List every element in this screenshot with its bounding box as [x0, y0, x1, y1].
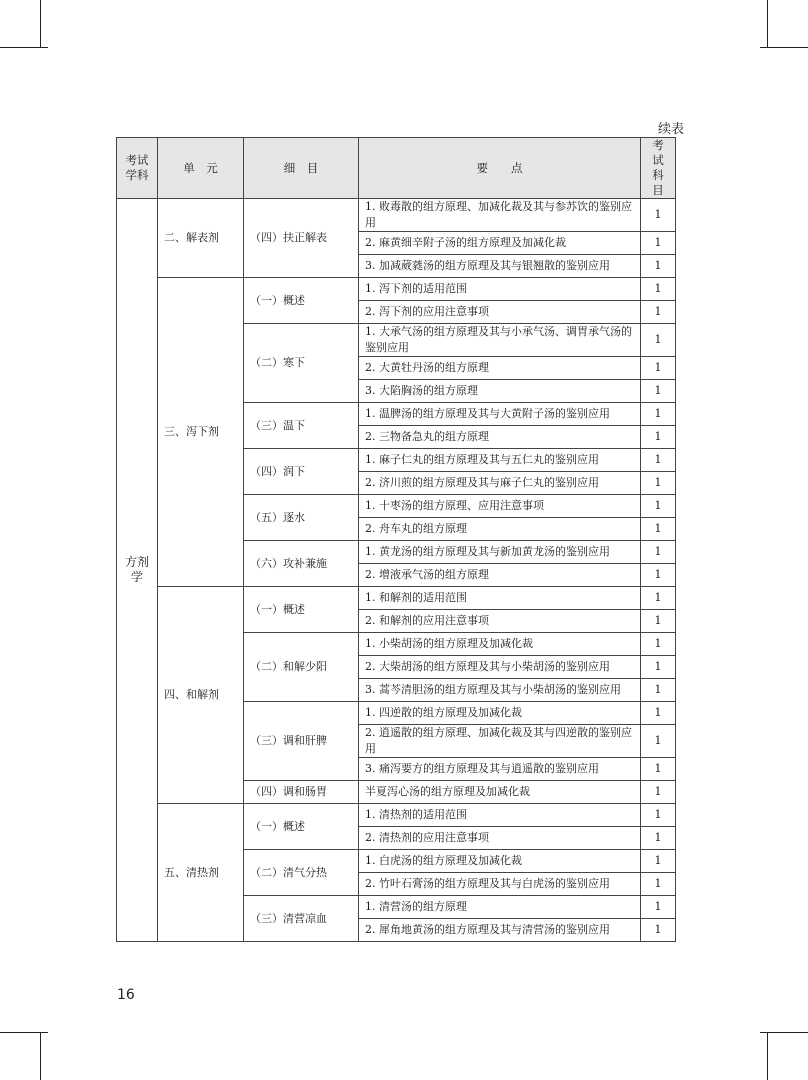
crop-mark: [767, 0, 768, 48]
level-cell: 1: [641, 702, 676, 725]
header-subject: 考试学科: [117, 138, 158, 199]
level-cell: 1: [641, 199, 676, 232]
point-cell: 1. 泻下剂的适用范围: [359, 278, 641, 301]
crop-mark: [767, 1032, 768, 1080]
level-cell: 1: [641, 541, 676, 564]
level-cell: 1: [641, 656, 676, 679]
level-cell: 1: [641, 232, 676, 255]
level-cell: 1: [641, 518, 676, 541]
level-cell: 1: [641, 278, 676, 301]
level-cell: 1: [641, 324, 676, 357]
point-cell: 1. 麻子仁丸的组方原理及其与五仁丸的鉴别应用: [359, 449, 641, 472]
level-cell: 1: [641, 827, 676, 850]
detail-cell: （二）和解少阳: [244, 633, 359, 702]
detail-cell: （四）扶正解表: [244, 199, 359, 278]
level-cell: 1: [641, 587, 676, 610]
point-cell: 2. 三物备急丸的组方原理: [359, 426, 641, 449]
level-cell: 1: [641, 781, 676, 804]
point-cell: 2. 舟车丸的组方原理: [359, 518, 641, 541]
header-detail: 细 目: [244, 138, 359, 199]
point-cell: 3. 痛泻要方的组方原理及其与逍遥散的鉴别应用: [359, 758, 641, 781]
point-cell: 3. 大陷胸汤的组方原理: [359, 380, 641, 403]
level-cell: 1: [641, 919, 676, 942]
level-cell: 1: [641, 449, 676, 472]
level-cell: 1: [641, 725, 676, 758]
point-cell: 1. 清营汤的组方原理: [359, 896, 641, 919]
detail-cell: （三）调和肝脾: [244, 702, 359, 781]
point-cell: 1. 黄龙汤的组方原理及其与新加黄龙汤的鉴别应用: [359, 541, 641, 564]
level-cell: 1: [641, 633, 676, 656]
point-cell: 3. 加减葳蕤汤的组方原理及其与银翘散的鉴别应用: [359, 255, 641, 278]
point-cell: 2. 犀角地黄汤的组方原理及其与清营汤的鉴别应用: [359, 919, 641, 942]
point-cell: 1. 大承气汤的组方原理及其与小承气汤、调胃承气汤的鉴别应用: [359, 324, 641, 357]
crop-mark: [0, 1032, 48, 1033]
detail-cell: （三）温下: [244, 403, 359, 449]
detail-cell: （五）逐水: [244, 495, 359, 541]
crop-mark: [40, 0, 41, 48]
detail-cell: （一）概述: [244, 278, 359, 324]
point-cell: 1. 十枣汤的组方原理、应用注意事项: [359, 495, 641, 518]
table-row: [117, 587, 676, 610]
header-level: 考试科目: [641, 138, 676, 199]
unit-cell: 五、清热剂: [158, 804, 244, 942]
detail-cell: （二）寒下: [244, 324, 359, 403]
detail-cell: （四）调和肠胃: [244, 781, 359, 804]
level-cell: 1: [641, 495, 676, 518]
detail-cell: （一）概述: [244, 587, 359, 633]
header-points: 要 点: [359, 138, 641, 199]
point-cell: 1. 白虎汤的组方原理及加减化裁: [359, 850, 641, 873]
point-cell: 2. 清热剂的应用注意事项: [359, 827, 641, 850]
point-cell: 1. 败毒散的组方原理、加减化裁及其与参苏饮的鉴别应用: [359, 199, 641, 232]
level-cell: 1: [641, 301, 676, 324]
level-cell: 1: [641, 564, 676, 587]
detail-cell: （六）攻补兼施: [244, 541, 359, 587]
point-cell: 半夏泻心汤的组方原理及加减化裁: [359, 781, 641, 804]
level-cell: 1: [641, 472, 676, 495]
subject-cell: 方剂学: [117, 199, 158, 942]
level-cell: 1: [641, 679, 676, 702]
level-cell: 1: [641, 873, 676, 896]
level-cell: 1: [641, 403, 676, 426]
level-cell: 1: [641, 357, 676, 380]
table-row: [117, 199, 676, 232]
point-cell: 2. 济川煎的组方原理及其与麻子仁丸的鉴别应用: [359, 472, 641, 495]
level-cell: 1: [641, 896, 676, 919]
crop-mark: [760, 47, 808, 48]
header-unit: 单 元: [158, 138, 244, 199]
level-cell: 1: [641, 380, 676, 403]
crop-mark: [40, 1032, 41, 1080]
table-row: [117, 278, 676, 301]
table-header-row: [117, 138, 676, 199]
unit-cell: 三、泻下剂: [158, 278, 244, 587]
syllabus-table: [116, 137, 676, 942]
point-cell: 1. 四逆散的组方原理及加减化裁: [359, 702, 641, 725]
level-cell: 1: [641, 255, 676, 278]
point-cell: 1. 清热剂的适用范围: [359, 804, 641, 827]
point-cell: 1. 和解剂的适用范围: [359, 587, 641, 610]
point-cell: 2. 大柴胡汤的组方原理及其与小柴胡汤的鉴别应用: [359, 656, 641, 679]
unit-cell: 四、和解剂: [158, 587, 244, 804]
point-cell: 2. 增液承气汤的组方原理: [359, 564, 641, 587]
detail-cell: （四）润下: [244, 449, 359, 495]
level-cell: 1: [641, 426, 676, 449]
point-cell: 2. 和解剂的应用注意事项: [359, 610, 641, 633]
point-cell: 2. 大黄牡丹汤的组方原理: [359, 357, 641, 380]
page-number: 16: [117, 987, 135, 1003]
point-cell: 2. 逍遥散的组方原理、加减化裁及其与四逆散的鉴别应用: [359, 725, 641, 758]
unit-cell: 二、解表剂: [158, 199, 244, 278]
level-cell: 1: [641, 804, 676, 827]
level-cell: 1: [641, 758, 676, 781]
detail-cell: （三）清营凉血: [244, 896, 359, 942]
point-cell: 1. 温脾汤的组方原理及其与大黄附子汤的鉴别应用: [359, 403, 641, 426]
point-cell: 2. 麻黄细辛附子汤的组方原理及加减化裁: [359, 232, 641, 255]
level-cell: 1: [641, 610, 676, 633]
point-cell: 2. 泻下剂的应用注意事项: [359, 301, 641, 324]
point-cell: 1. 小柴胡汤的组方原理及加减化裁: [359, 633, 641, 656]
point-cell: 2. 竹叶石膏汤的组方原理及其与白虎汤的鉴别应用: [359, 873, 641, 896]
continued-label: 续表: [657, 122, 684, 137]
crop-mark: [760, 1032, 808, 1033]
detail-cell: （二）清气分热: [244, 850, 359, 896]
detail-cell: （一）概述: [244, 804, 359, 850]
crop-mark: [0, 47, 48, 48]
level-cell: 1: [641, 850, 676, 873]
table-row: [117, 804, 676, 827]
point-cell: 3. 蒿芩清胆汤的组方原理及其与小柴胡汤的鉴别应用: [359, 679, 641, 702]
